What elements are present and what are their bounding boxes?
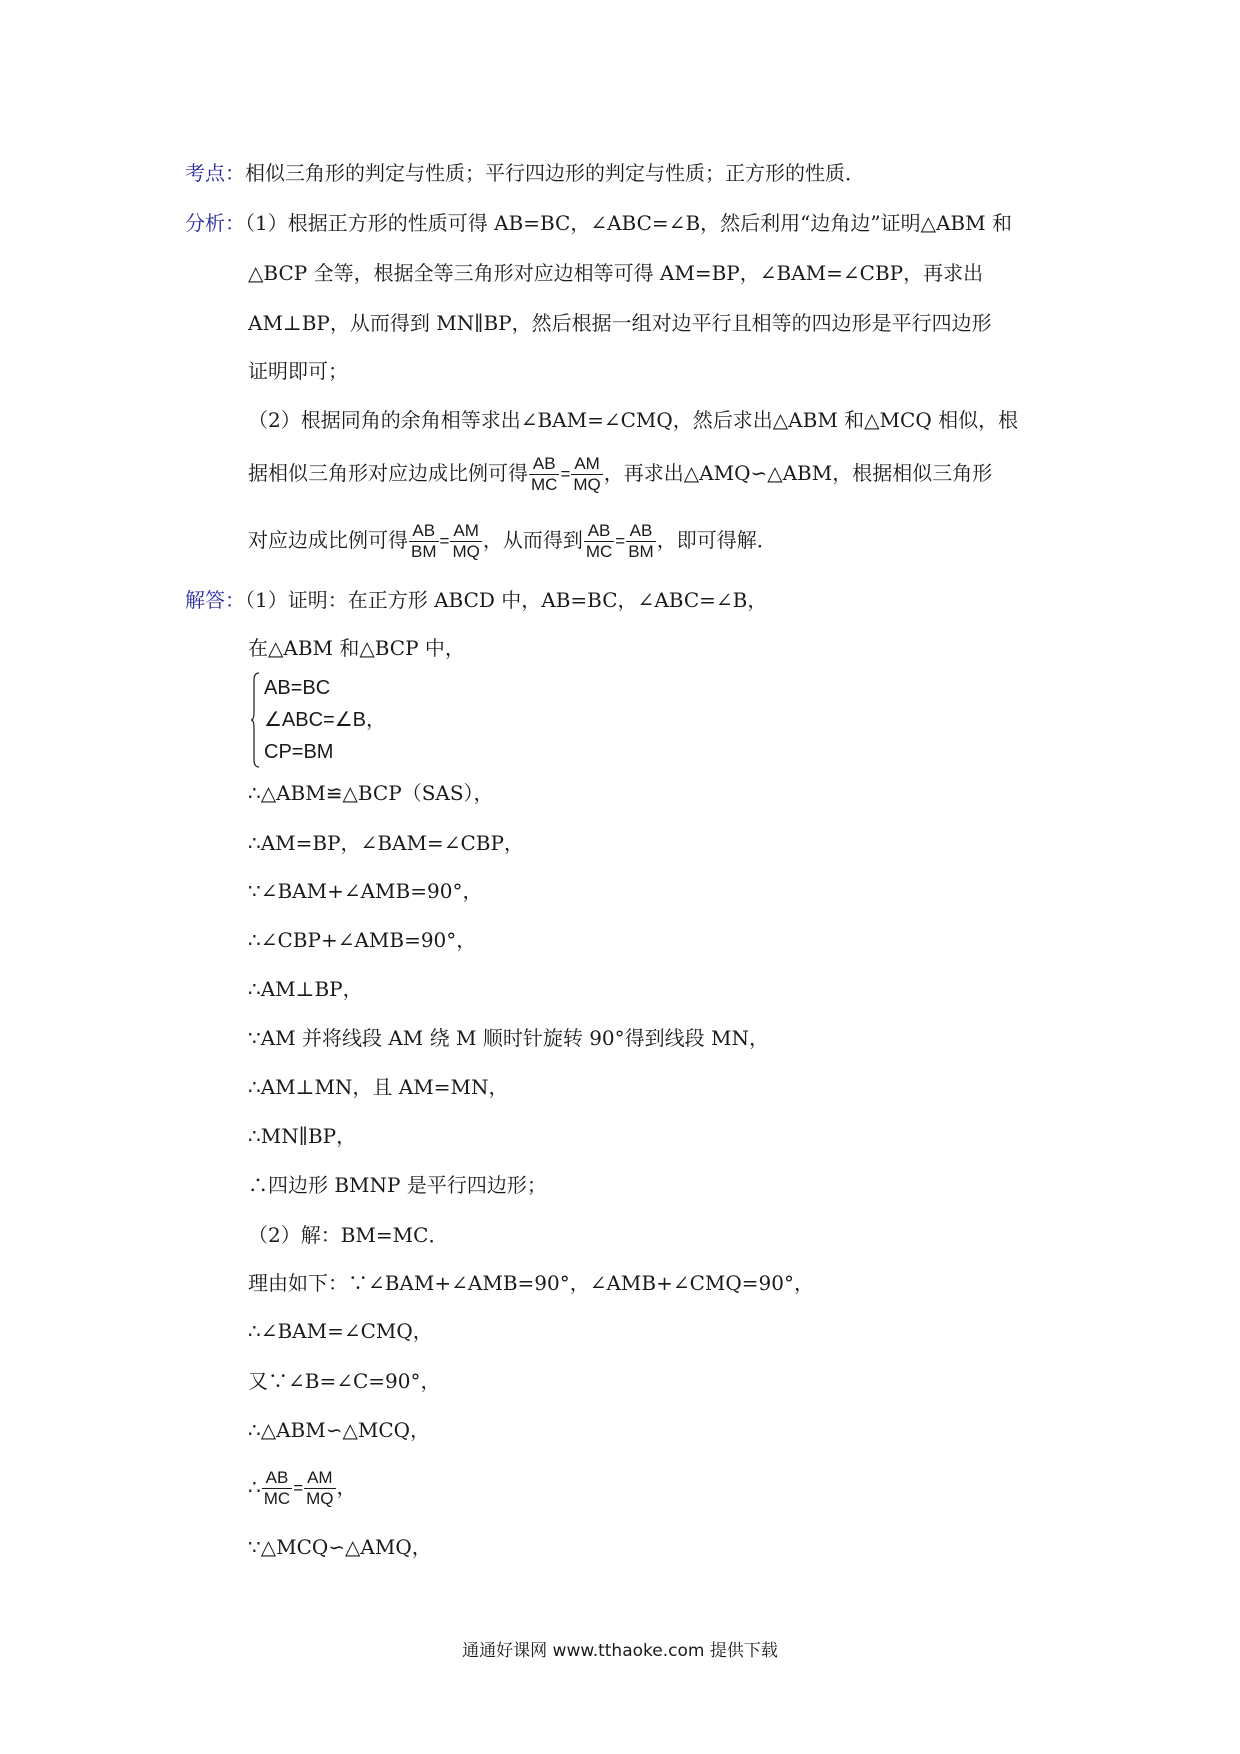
analysis-line-4: 证明即可；: [248, 359, 348, 383]
solution-line-13: 理由如下：∵∠BAM+∠AMB=90°，∠AMB+∠CMQ=90°，: [248, 1271, 814, 1295]
solution-line-5: ∵∠BAM+∠AMB=90°，: [248, 879, 483, 903]
equals-sign: =: [439, 531, 450, 551]
numerator: AB: [262, 1468, 292, 1489]
solution-text: ，: [336, 1475, 357, 1499]
system-row-2: ∠ABC=∠B，: [264, 709, 387, 731]
numerator: AB: [409, 521, 439, 542]
therefore-symbol: ∴: [248, 1475, 261, 1499]
jieda-label: 解答：: [185, 588, 245, 612]
kaodian-text: 相似三角形的判定与性质；平行四边形的判定与性质；正方形的性质．: [245, 161, 865, 185]
denominator: BM: [411, 542, 437, 561]
numerator: AB: [626, 521, 656, 542]
solution-line-16: ∴△ABM∽△MCQ，: [248, 1418, 431, 1442]
numerator: AB: [529, 454, 559, 475]
fraction-ab-bm: [626, 521, 656, 562]
equation-system: [250, 672, 450, 772]
solution-line-4: ∴AM=BP，∠BAM=∠CBP，: [248, 831, 524, 855]
solution-line-18: ∵△MCQ∽△AMQ，: [248, 1535, 432, 1559]
analysis-line-2: △BCP 全等，根据全等三角形对应边相等可得 AM=BP，∠BAM=∠CBP，再求出: [248, 261, 984, 285]
system-row-3: CP=BM: [264, 741, 334, 763]
denominator: BM: [628, 542, 654, 561]
analysis-line-7: [248, 521, 777, 562]
solution-line-17: [248, 1468, 357, 1509]
solution-line-2: 在△ABM 和△BCP 中，: [248, 636, 465, 660]
analysis-text: 据相似三角形对应边成比例可得: [248, 461, 528, 485]
fraction-ab-mc: [262, 1468, 292, 1509]
fraction-am-mq: [571, 454, 602, 495]
denominator: MQ: [306, 1489, 334, 1508]
page-footer: 通通好课网 www.tthaoke.com 提供下载: [462, 1641, 778, 1661]
solution-line-3: ∴△ABM≌△BCP（SAS），: [248, 781, 494, 805]
analysis-line-5: （2）根据同角的余角相等求出∠BAM=∠CMQ，然后求出△ABM 和△MCQ 相似，根: [248, 408, 1019, 432]
fenxi-label: 分析：: [185, 211, 245, 235]
solution-text: （1）证明：在正方形 ABCD 中，AB=BC，∠ABC=∠B，: [245, 588, 768, 612]
solution-line-9: ∴AM⊥MN，且 AM=MN，: [248, 1075, 509, 1099]
analysis-text: （1）根据正方形的性质可得 AB=BC，∠ABC=∠B，然后利用“边角边”证明△ABM 和: [245, 211, 1012, 235]
equals-sign: =: [560, 464, 571, 484]
solution-line-14: ∴∠BAM=∠CMQ，: [248, 1319, 433, 1343]
system-row-1: AB=BC: [264, 677, 331, 699]
solution-line-12: （2）解：BM=MC．: [248, 1223, 449, 1247]
analysis-text: ，从而得到: [482, 528, 583, 552]
denominator: MC: [531, 475, 558, 494]
solution-line-1: [185, 585, 767, 615]
equals-sign: =: [293, 1478, 304, 1498]
solution-line-15: 又∵∠B=∠C=90°，: [248, 1369, 441, 1393]
denominator: MC: [263, 1489, 291, 1508]
denominator: MC: [585, 542, 613, 561]
solution-line-10: ∴MN∥BP，: [248, 1124, 357, 1148]
left-brace-icon: [250, 672, 260, 768]
solution-line-7: ∴AM⊥BP，: [248, 977, 363, 1001]
kaodian-label: 考点：: [185, 161, 245, 185]
fraction-am-mq: [450, 521, 481, 562]
analysis-text: 对应边成比例可得: [248, 528, 408, 552]
analysis-line-3: AM⊥BP，从而得到 MN∥BP，然后根据一组对边平行且相等的四边形是平行四边形: [248, 311, 992, 335]
solution-line-8: ∵AM 并将线段 AM 绕 M 顺时针旋转 90°得到线段 MN，: [248, 1026, 769, 1050]
solution-line-11: ∴四边形 BMNP 是平行四边形；: [248, 1173, 547, 1197]
fraction-ab-bm: [409, 521, 439, 562]
analysis-text: ，即可得解．: [656, 528, 777, 552]
analysis-line-1: [185, 208, 1012, 238]
analysis-line-6: [248, 454, 992, 495]
analysis-text: ，再求出△AMQ∽△ABM，根据相似三角形: [603, 461, 993, 485]
denominator: MQ: [452, 542, 480, 561]
numerator: AB: [584, 521, 614, 542]
numerator: AM: [571, 454, 602, 475]
fraction-am-mq: [304, 1468, 335, 1509]
solution-line-6: ∴∠CBP+∠AMB=90°，: [248, 928, 477, 952]
numerator: AM: [304, 1468, 335, 1489]
fraction-ab-mc: [529, 454, 559, 495]
fraction-ab-mc: [584, 521, 614, 562]
numerator: AM: [450, 521, 481, 542]
equals-sign: =: [615, 531, 626, 551]
kaodian-line: [185, 158, 865, 188]
denominator: MQ: [573, 475, 601, 494]
